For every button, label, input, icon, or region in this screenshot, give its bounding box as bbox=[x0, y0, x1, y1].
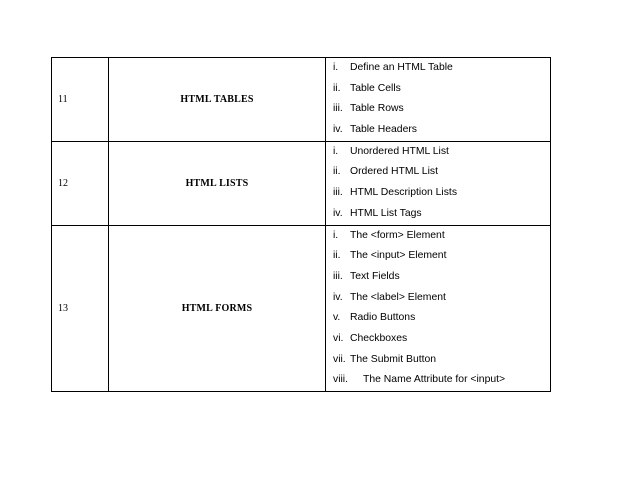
table-row bbox=[52, 141, 551, 225]
row-number: 13 bbox=[52, 225, 109, 392]
list-numeral: iv. bbox=[333, 207, 343, 219]
list-item bbox=[333, 246, 550, 267]
row-title: HTML TABLES bbox=[109, 58, 326, 142]
list-text: Text Fields bbox=[350, 270, 400, 282]
list-item bbox=[333, 183, 550, 204]
list-text: The <label> Element bbox=[350, 291, 446, 303]
list-numeral: i. bbox=[333, 62, 339, 73]
list-numeral: iv. bbox=[333, 124, 343, 136]
list-text: Checkboxes bbox=[350, 332, 408, 344]
list-item bbox=[333, 79, 550, 100]
list-text: The Submit Button bbox=[350, 353, 437, 365]
table-row bbox=[52, 58, 551, 142]
topic-cell bbox=[326, 225, 551, 392]
list-item bbox=[333, 120, 550, 141]
list-text: Table Headers bbox=[350, 124, 418, 136]
list-text: Radio Buttons bbox=[350, 312, 416, 324]
list-text: Table Cells bbox=[350, 82, 401, 94]
list-text: The Name Attribute for <input> bbox=[363, 374, 506, 386]
list-item bbox=[333, 329, 550, 350]
topic-cell bbox=[326, 141, 551, 225]
list-item bbox=[333, 162, 550, 183]
row-number: 11 bbox=[52, 58, 109, 142]
list-text: Unordered HTML List bbox=[350, 145, 449, 157]
topic-list bbox=[333, 58, 550, 141]
list-text: The <input> Element bbox=[350, 250, 447, 262]
list-numeral: vii. bbox=[333, 353, 346, 365]
list-item bbox=[333, 350, 550, 371]
list-numeral: i. bbox=[333, 145, 339, 157]
list-numeral: ii. bbox=[333, 82, 341, 94]
list-item bbox=[333, 267, 550, 288]
row-title: HTML LISTS bbox=[109, 141, 326, 225]
topic-list bbox=[333, 226, 550, 392]
list-numeral: iii. bbox=[333, 270, 343, 282]
list-item bbox=[333, 99, 550, 120]
list-numeral: v. bbox=[333, 312, 341, 324]
row-number: 12 bbox=[52, 141, 109, 225]
list-numeral: ii. bbox=[333, 166, 341, 178]
list-numeral: ii. bbox=[333, 250, 341, 262]
list-numeral: vi. bbox=[333, 332, 344, 344]
list-item bbox=[333, 142, 550, 163]
list-item bbox=[333, 226, 550, 247]
list-text: Ordered HTML List bbox=[350, 166, 438, 178]
topic-list bbox=[333, 142, 550, 225]
list-item bbox=[333, 204, 550, 225]
list-text: HTML Description Lists bbox=[350, 187, 458, 199]
list-text: HTML List Tags bbox=[350, 207, 422, 219]
syllabus-table bbox=[51, 57, 551, 392]
row-title: HTML FORMS bbox=[109, 225, 326, 392]
list-numeral: iv. bbox=[333, 291, 343, 303]
list-text: The <form> Element bbox=[350, 229, 445, 241]
list-numeral: i. bbox=[333, 229, 339, 241]
list-text: Define an HTML Table bbox=[350, 62, 453, 73]
list-item bbox=[333, 58, 550, 79]
topic-cell bbox=[326, 58, 551, 142]
list-numeral: iii. bbox=[333, 103, 343, 115]
list-text: Table Rows bbox=[350, 103, 404, 115]
list-item bbox=[333, 308, 550, 329]
list-item bbox=[333, 288, 550, 309]
list-numeral: viii. bbox=[333, 374, 349, 386]
table-row bbox=[52, 225, 551, 392]
list-numeral: iii. bbox=[333, 187, 343, 199]
list-item bbox=[333, 370, 550, 391]
